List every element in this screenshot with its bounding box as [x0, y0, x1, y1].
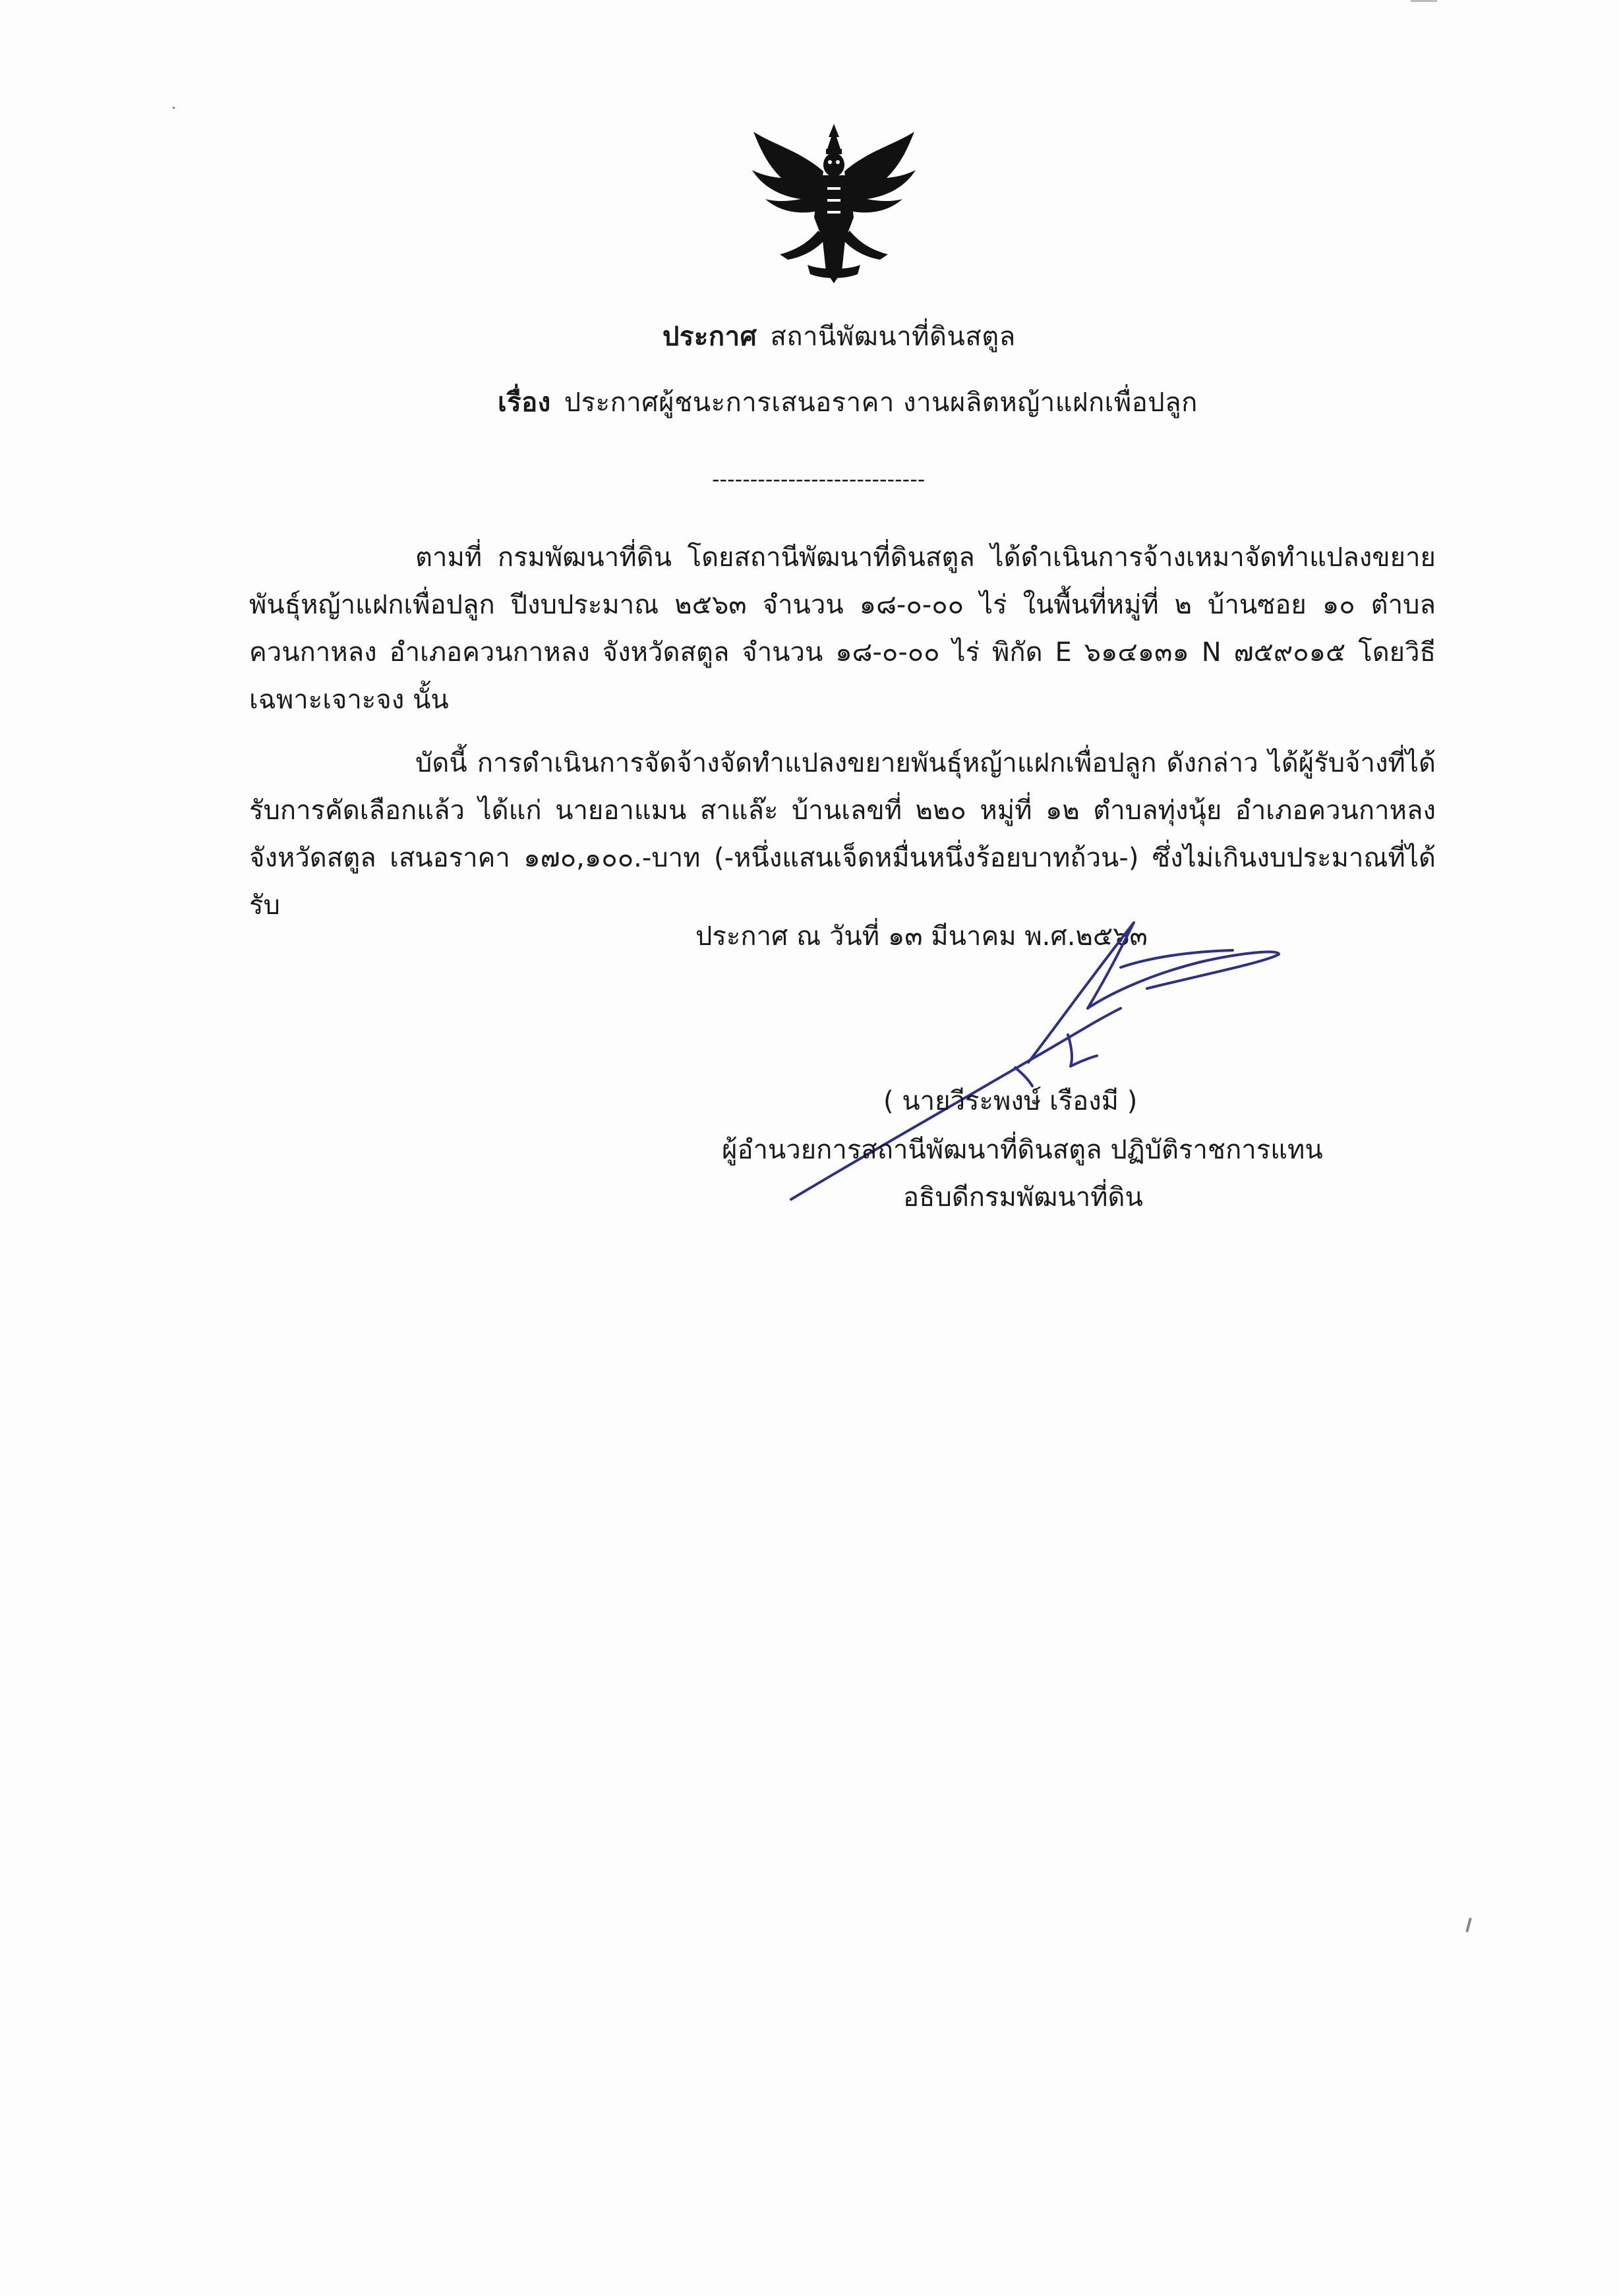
signatory-title-line-2: อธิบดีกรมพัฒนาที่ดิน	[903, 1182, 1143, 1213]
signatory-title: ผู้อำนวยการสถานีพัฒนาที่ดินสตูล ปฏิบัติราชการแทน	[722, 1135, 1323, 1165]
announcement-title	[662, 315, 1016, 357]
scan-speck	[1411, 0, 1437, 2]
issuer-name: สถานีพัฒนาที่ดินสตูล	[770, 322, 1016, 352]
subject-text: ประกาศผู้ชนะการเสนอราคา งานผลิตหญ้าแฝกเพื่อปลูก	[564, 387, 1198, 418]
signatory-name: ( นายวีระพงษ์ เรืองมี )	[883, 1086, 1138, 1116]
body-paragraph-1: ตามที่ กรมพัฒนาที่ดิน โดยสถานีพัฒนาที่ดินสตูล ได้ดำเนินการจ้างเหมาจัดทำแปลงขยายพันธุ์หญ้าแฝกเพื่อปลูก ปีงบประมาณ ๒๕๖๓ จำนวน ๑๘-๐-๐๐ ไร่ ในพื้นที่หมู่ที่ ๒ บ้านซอย ๑๐ ตำบลควนกาหลง อำเภอควนกาหลง จังหวัดสตูล จำนวน ๑๘-๐-๐๐ ไร่ พิกัด E ๖๑๔๑๓๑ N ๗๕๙๐๑๕ โดยวิธีเฉพาะเจาะจง นั้น	[249, 542, 1436, 715]
scan-speck	[173, 107, 175, 109]
subject-label: เรื่อง	[498, 387, 551, 418]
divider: ----------------------------	[712, 467, 926, 492]
garuda-emblem-icon	[748, 119, 920, 290]
subject-line	[498, 381, 1198, 423]
announcement-label: ประกาศ	[662, 322, 757, 352]
body-paragraph-2: บัดนี้ การดำเนินการจัดจ้างจัดทำแปลงขยายพันธุ์หญ้าแฝกเพื่อปลูก ดังกล่าว ได้ผู้รับจ้างที่ได้รับการคัดเลือกแล้ว ได้แก่ นายอาแมน สาแล๊ะ บ้านเลขที่ ๒๒๐ หมู่ที่ ๑๒ ตำบลทุ่งนุ้ย อำเภอควนกาหลง จังหวัดสตูล เสนอราคา ๑๗๐,๑๐๐.-บาท (-หนึ่งแสนเจ็ดหมื่นหนึ่งร้อยบาทถ้วน-) ซึ่งไม่เกินงบประมาณที่ได้รับ	[249, 748, 1436, 921]
scan-speck	[1465, 1918, 1472, 1932]
announcement-date: ประกาศ ณ วันที่ ๑๓ มีนาคม พ.ศ.๒๕๖๓	[695, 921, 1148, 952]
